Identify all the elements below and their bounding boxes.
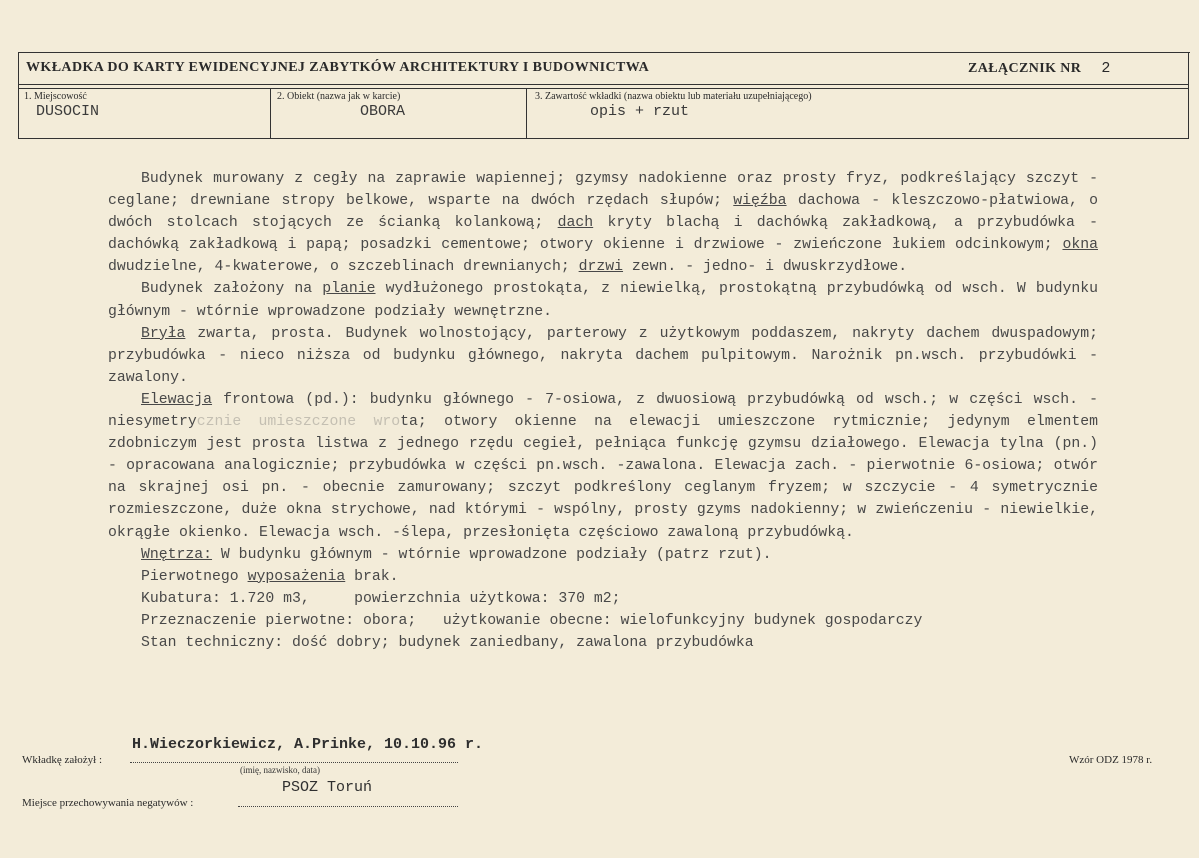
field-divider-1: [270, 88, 271, 138]
frame-right-border: [1188, 52, 1189, 138]
card-title: WKŁADKA DO KARTY EWIDENCYJNEJ ZABYTKÓW ARCHITEKTURY I BUDOWNICTWA: [26, 60, 650, 75]
paragraph-interiors: Wnętrza: W budynku głównym - wtórnie wprowadzone podziały (patrz rzut).: [141, 546, 772, 563]
fields-bottom-rule: [18, 138, 1189, 139]
frame-top-border: [18, 52, 1190, 53]
created-by-value: H.Wieczorkiewicz, A.Prinke, 10.10.96 r.: [132, 736, 484, 753]
paragraph-volume: Kubatura: 1.720 m3, powierzchnia użytkowa: 370 m2;: [141, 590, 621, 607]
content-label: 3. Zawartość wkładki (nazwa obiektu lub materiału uzupełniającego): [535, 91, 812, 102]
storage-label: Miejsce przechowywania negatywów :: [22, 797, 194, 809]
field-divider-2: [526, 88, 527, 138]
header-rule-1: [18, 84, 1189, 85]
object-label: 2. Obiekt (nazwa jak w karcie): [277, 91, 401, 102]
created-by-dotline: [130, 762, 458, 763]
frame-left-border: [18, 52, 19, 138]
paragraph-plan: Budynek założony na planie wydłużonego prostokąta, z niewielką, prostokątną przybudówką od wsch. W budynku głównym - wtórnie wprowadzone podziały wewnętrzne.: [108, 281, 1098, 320]
locality-label: 1. Miejscowość: [24, 91, 87, 102]
paragraph-condition: Stan techniczny: dość dobry; budynek zaniedbany, zawalona przybudówka: [141, 634, 754, 651]
form-pattern-label: Wzór ODZ 1978 r.: [1069, 754, 1153, 766]
annex-number: 2: [1101, 60, 1111, 77]
paragraph-elevations: Elewacja frontowa (pd.): budynku głównego - 7-osiowa, z dwuosiową przybudówką od wsch.; w części wsch. - niesymetrycznie umieszczone wrota; otwory okienne na elewacji umieszczone rytmicznie; jedynym elmentem zdobniczym jest prosta listwa z jednego rzędu cegieł, pełniąca funkcję gzymsu działowego. Elewacja tylna (pn.) - opracowana analogicznie; przybudówka w części pn.wsch. -zawalona. Elewacja zach. - pierwotnie 6-osiowa; otwór na skrajnej osi pn. - obecnie zamurowany; szczyt podkreślony ceglanym fryzem; w szczycie - 4 symetrycznie rozmieszczone, duże okna strychowe, nad którymi - wspólny, prosty gzyms nadokienny; w zwieńczeniu - niewielkie, okrągłe okienko. Elewacja wsch. -ślepa, przesłonięta częściowo zawaloną przybudówką.: [108, 391, 1098, 541]
annex-label: [968, 60, 1111, 77]
header-rule-2: [18, 88, 1189, 89]
created-by-caption: (imię, nazwisko, data): [240, 765, 320, 775]
object-value: OBORA: [360, 103, 406, 120]
storage-dotline: [238, 806, 458, 807]
paragraph-materials: Budynek murowany z cegły na zaprawie wapiennej; gzymsy nadokienne oraz prosty fryz, podkreślający szczyt - ceglane; drewniane stropy belkowe, wsparte na dwóch rzędach słupów; więźba dachowa - kleszczowo-płatwiowa, o dwóch stolcach stojących ze ścianką kolankową; dach kryty blachą i dachówką zakładkową, a przybudówka - dachówką zakładkową i papą; posadzki cementowe; otwory okienne i drzwiowe - zwieńczone łukiem odcinkowym; okna dwudzielne, 4-kwaterowe, o szczeblinach drewnianych; drzwi zewn. - jedno- i dwuskrzydłowe.: [108, 171, 1099, 276]
annex-label-text: ZAŁĄCZNIK NR: [968, 61, 1082, 76]
locality-value: DUSOCIN: [36, 103, 100, 120]
paragraph-equipment: Pierwotnego wyposażenia brak.: [141, 568, 399, 585]
created-by-label: Wkładkę założył :: [22, 754, 103, 766]
paragraph-use: Przeznaczenie pierwotne: obora; użytkowanie obecne: wielofunkcyjny budynek gospodarczy: [141, 612, 923, 629]
description-text: [108, 168, 1098, 654]
storage-value: PSOZ Toruń: [282, 779, 373, 796]
content-value: opis + rzut: [590, 103, 690, 120]
paragraph-massing: Bryła zwarta, prosta. Budynek wolnostojący, parterowy z użytkowym poddaszem, nakryty dachem dwuspadowym; przybudówka - nieco niższa od budynku głównego, nakryta dachem pulpitowym. Narożnik pn.wsch. przybudówki - zawalony.: [108, 325, 1098, 386]
